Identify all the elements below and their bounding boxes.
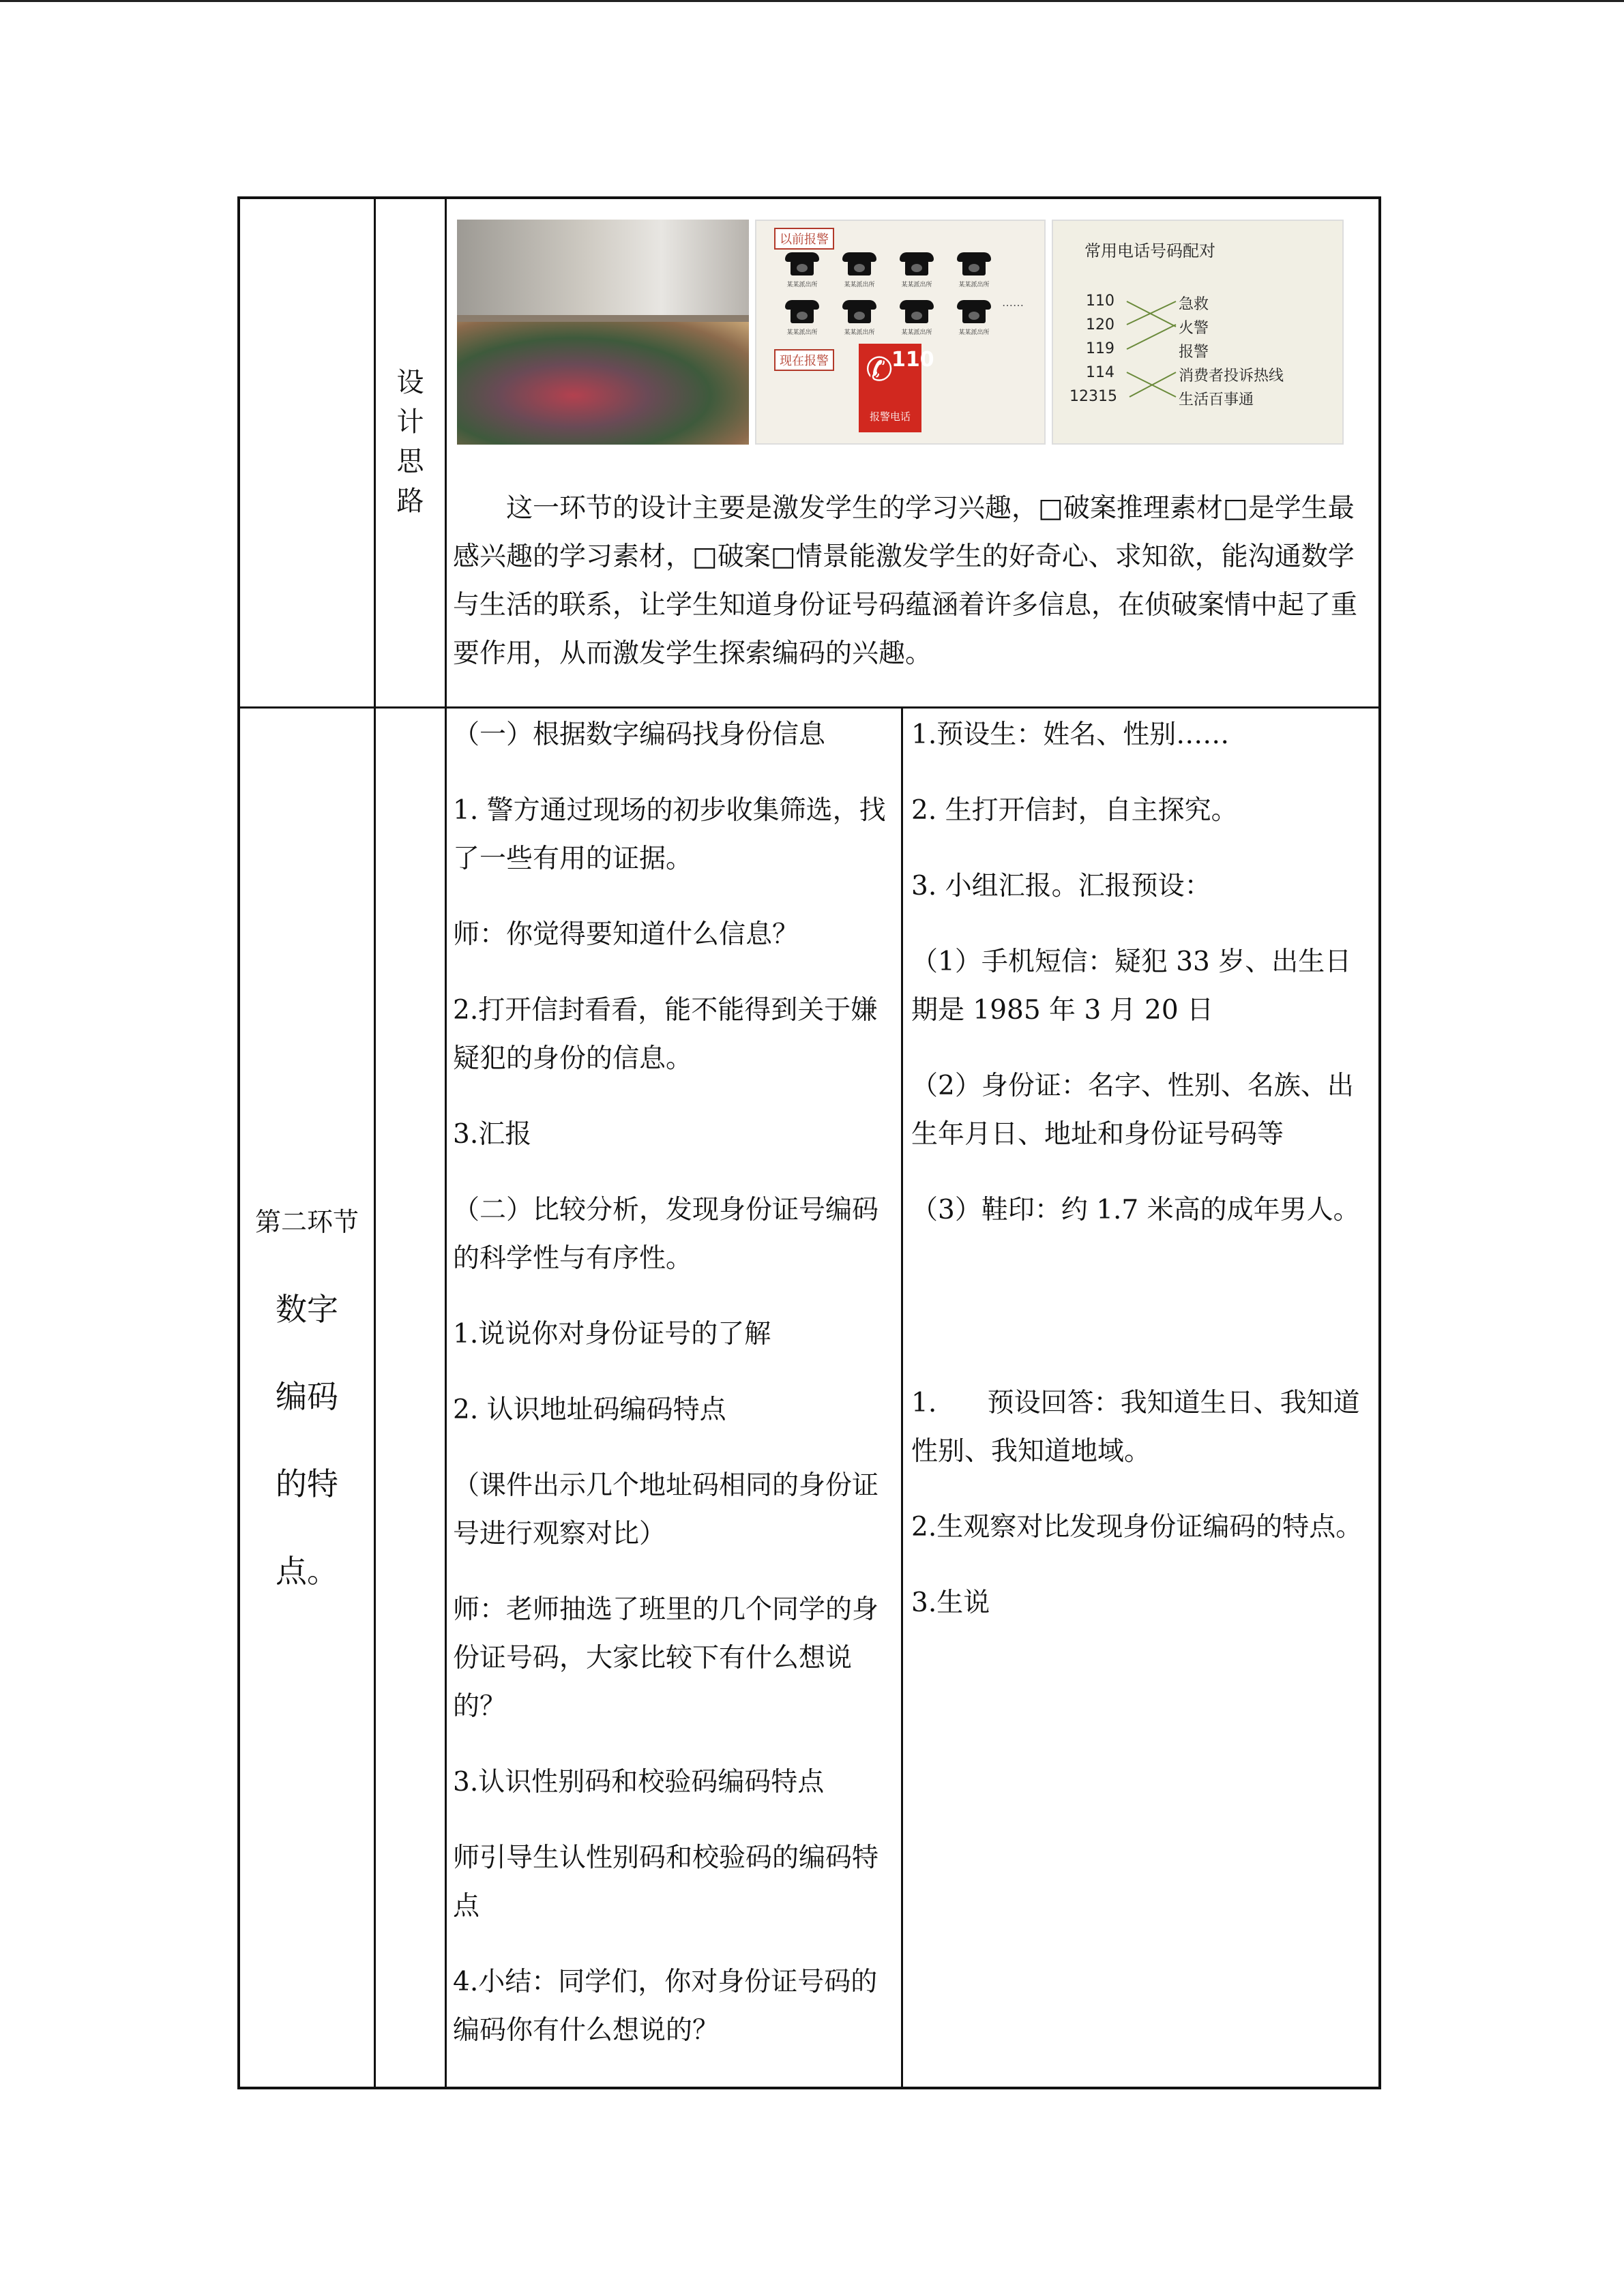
telephone-icon (785, 297, 819, 325)
section2-empty-cell (376, 709, 445, 2087)
pair-service: 报警 (1179, 344, 1209, 361)
tag-now: 现在报警 (774, 349, 834, 371)
phone-caption: 某某派出所 (901, 329, 932, 336)
student-line: （2）身份证：名字、性别、名族、出生年月日、地址和身份证号码等 (911, 1071, 1354, 1150)
section2-stage (240, 1202, 374, 1615)
teacher-line: 师引导生认性别码和校验码的编码特点 (453, 1843, 879, 1922)
design-label (376, 363, 445, 521)
table-col-divider (901, 706, 903, 2087)
student-line: 2. 生打开信封，自主探究。 (911, 795, 1238, 826)
student-line: 1. 预设回答：我知道生日、我知道性别、我知道地域。 (911, 1388, 1360, 1467)
pairing-title: 常用电话号码配对 (1084, 241, 1215, 260)
section-title-line: 编码 (276, 1378, 338, 1415)
design-label-char: 计 (396, 406, 424, 438)
phone-caption: 某某派出所 (901, 282, 932, 288)
police-phone-slide (755, 220, 1046, 445)
pair-service: 消费者投诉热线 (1179, 368, 1284, 385)
student-line: 3. 小组汇报。汇报预设： (911, 871, 1211, 901)
alarm-card (859, 344, 934, 432)
phone-handset-icon: ✆ (866, 351, 894, 389)
phone-caption: 某某派出所 (958, 282, 990, 288)
pair-service: 火警 (1179, 320, 1209, 337)
table-col-divider (445, 199, 447, 2087)
section-title-line: 数字 (276, 1291, 338, 1328)
telephone-icon (957, 297, 991, 325)
student-activities-top (911, 711, 1372, 1262)
telephone-icon (900, 250, 934, 277)
student-line: 2.生观察对比发现身份证编码的特点。 (911, 1512, 1363, 1542)
student-line: 1.预设生：姓名、性别…… (911, 719, 1230, 750)
phone-caption: 某某派出所 (786, 329, 818, 336)
phone-caption: 某某派出所 (844, 329, 875, 336)
phone-caption: 某某派出所 (786, 282, 818, 288)
teacher-activities (453, 711, 896, 2082)
phone-caption: 某某派出所 (958, 329, 990, 336)
design-label-char: 路 (396, 486, 424, 517)
telephone-icon (957, 250, 991, 277)
teacher-line: 1.说说你对身份证号的了解 (453, 1319, 771, 1350)
student-line: （3）鞋印：约 1.7 米高的成年男人。 (911, 1195, 1360, 1225)
design-label-char: 设 (396, 367, 424, 398)
teacher-line: 2. 认识地址码编码特点 (453, 1395, 726, 1425)
student-activities-bottom (911, 1379, 1372, 1654)
telephone-icon (785, 250, 819, 277)
design-label-char: 思 (396, 446, 424, 477)
pair-number: 119 (1086, 340, 1114, 357)
telephone-icon (842, 297, 876, 325)
teacher-line: （一）根据数字编码找身份信息 (453, 719, 826, 750)
number-pairing-slide (1052, 220, 1344, 445)
design-row-stage-cell (240, 199, 374, 706)
pair-number: 114 (1086, 364, 1114, 381)
alarm-number: 110 (891, 348, 934, 372)
alarm-caption: 报警电话 (869, 411, 911, 423)
phone-caption: 某某派出所 (844, 282, 875, 288)
teacher-line: 2.打开信封看看，能不能得到关于嫌疑犯的身份的信息。 (453, 995, 878, 1074)
section-title-line: 的特 (276, 1465, 338, 1502)
page-top-border (0, 0, 1624, 2)
lesson-plan-table (237, 196, 1381, 2089)
teacher-line: 4.小结：同学们，你对身份证号码的编码你有什么想说的？ (453, 1967, 878, 2046)
section-title-line: 点。 (276, 1553, 338, 1590)
teacher-line: （二）比较分析，发现身份证号编码的科学性与有序性。 (453, 1195, 879, 1274)
stage-label: 第二环节 (254, 1207, 359, 1237)
student-line: （1）手机短信：疑犯 33 岁、出生日期是 1985 年 3 月 20 日 (911, 946, 1352, 1026)
telephone-icon (900, 297, 934, 325)
pair-number: 12315 (1069, 388, 1117, 405)
design-images (457, 220, 1344, 445)
design-paragraph: 这一环节的设计主要是激发学生的学习兴趣，□破案推理素材□是学生最感兴趣的学习素材，□破案□情景能激发学生的好奇心、求知欲，能沟通数学与生活的联系，让学生知道身份证号码蕴涵着许多信息，在侦破案情中起了重要作用，从而激发学生探索编码的兴趣。 (453, 493, 1358, 669)
pair-number: 110 (1086, 293, 1114, 310)
pair-service: 急救 (1179, 296, 1209, 313)
teacher-line: 3.汇报 (453, 1119, 532, 1150)
teacher-line: 1. 警方通过现场的初步收集筛选，找了一些有用的证据。 (453, 795, 886, 874)
teacher-line: 师：老师抽选了班里的几个同学的身份证号码，大家比较下有什么想说的？ (453, 1594, 879, 1722)
ellipsis: …… (1002, 296, 1024, 309)
telephone-icon (842, 250, 876, 277)
pair-number: 120 (1086, 316, 1114, 333)
teacher-line: 3.认识性别码和校验码编码特点 (453, 1767, 825, 1798)
teacher-line: （课件出示几个地址码相同的身份证号进行观察对比） (453, 1470, 879, 1549)
crime-scene-photo (457, 220, 749, 445)
teacher-line: 师：你觉得要知道什么信息？ (453, 919, 799, 950)
student-line: 3.生说 (911, 1587, 990, 1618)
tag-before: 以前报警 (774, 228, 834, 250)
pair-service: 生活百事通 (1179, 391, 1254, 408)
